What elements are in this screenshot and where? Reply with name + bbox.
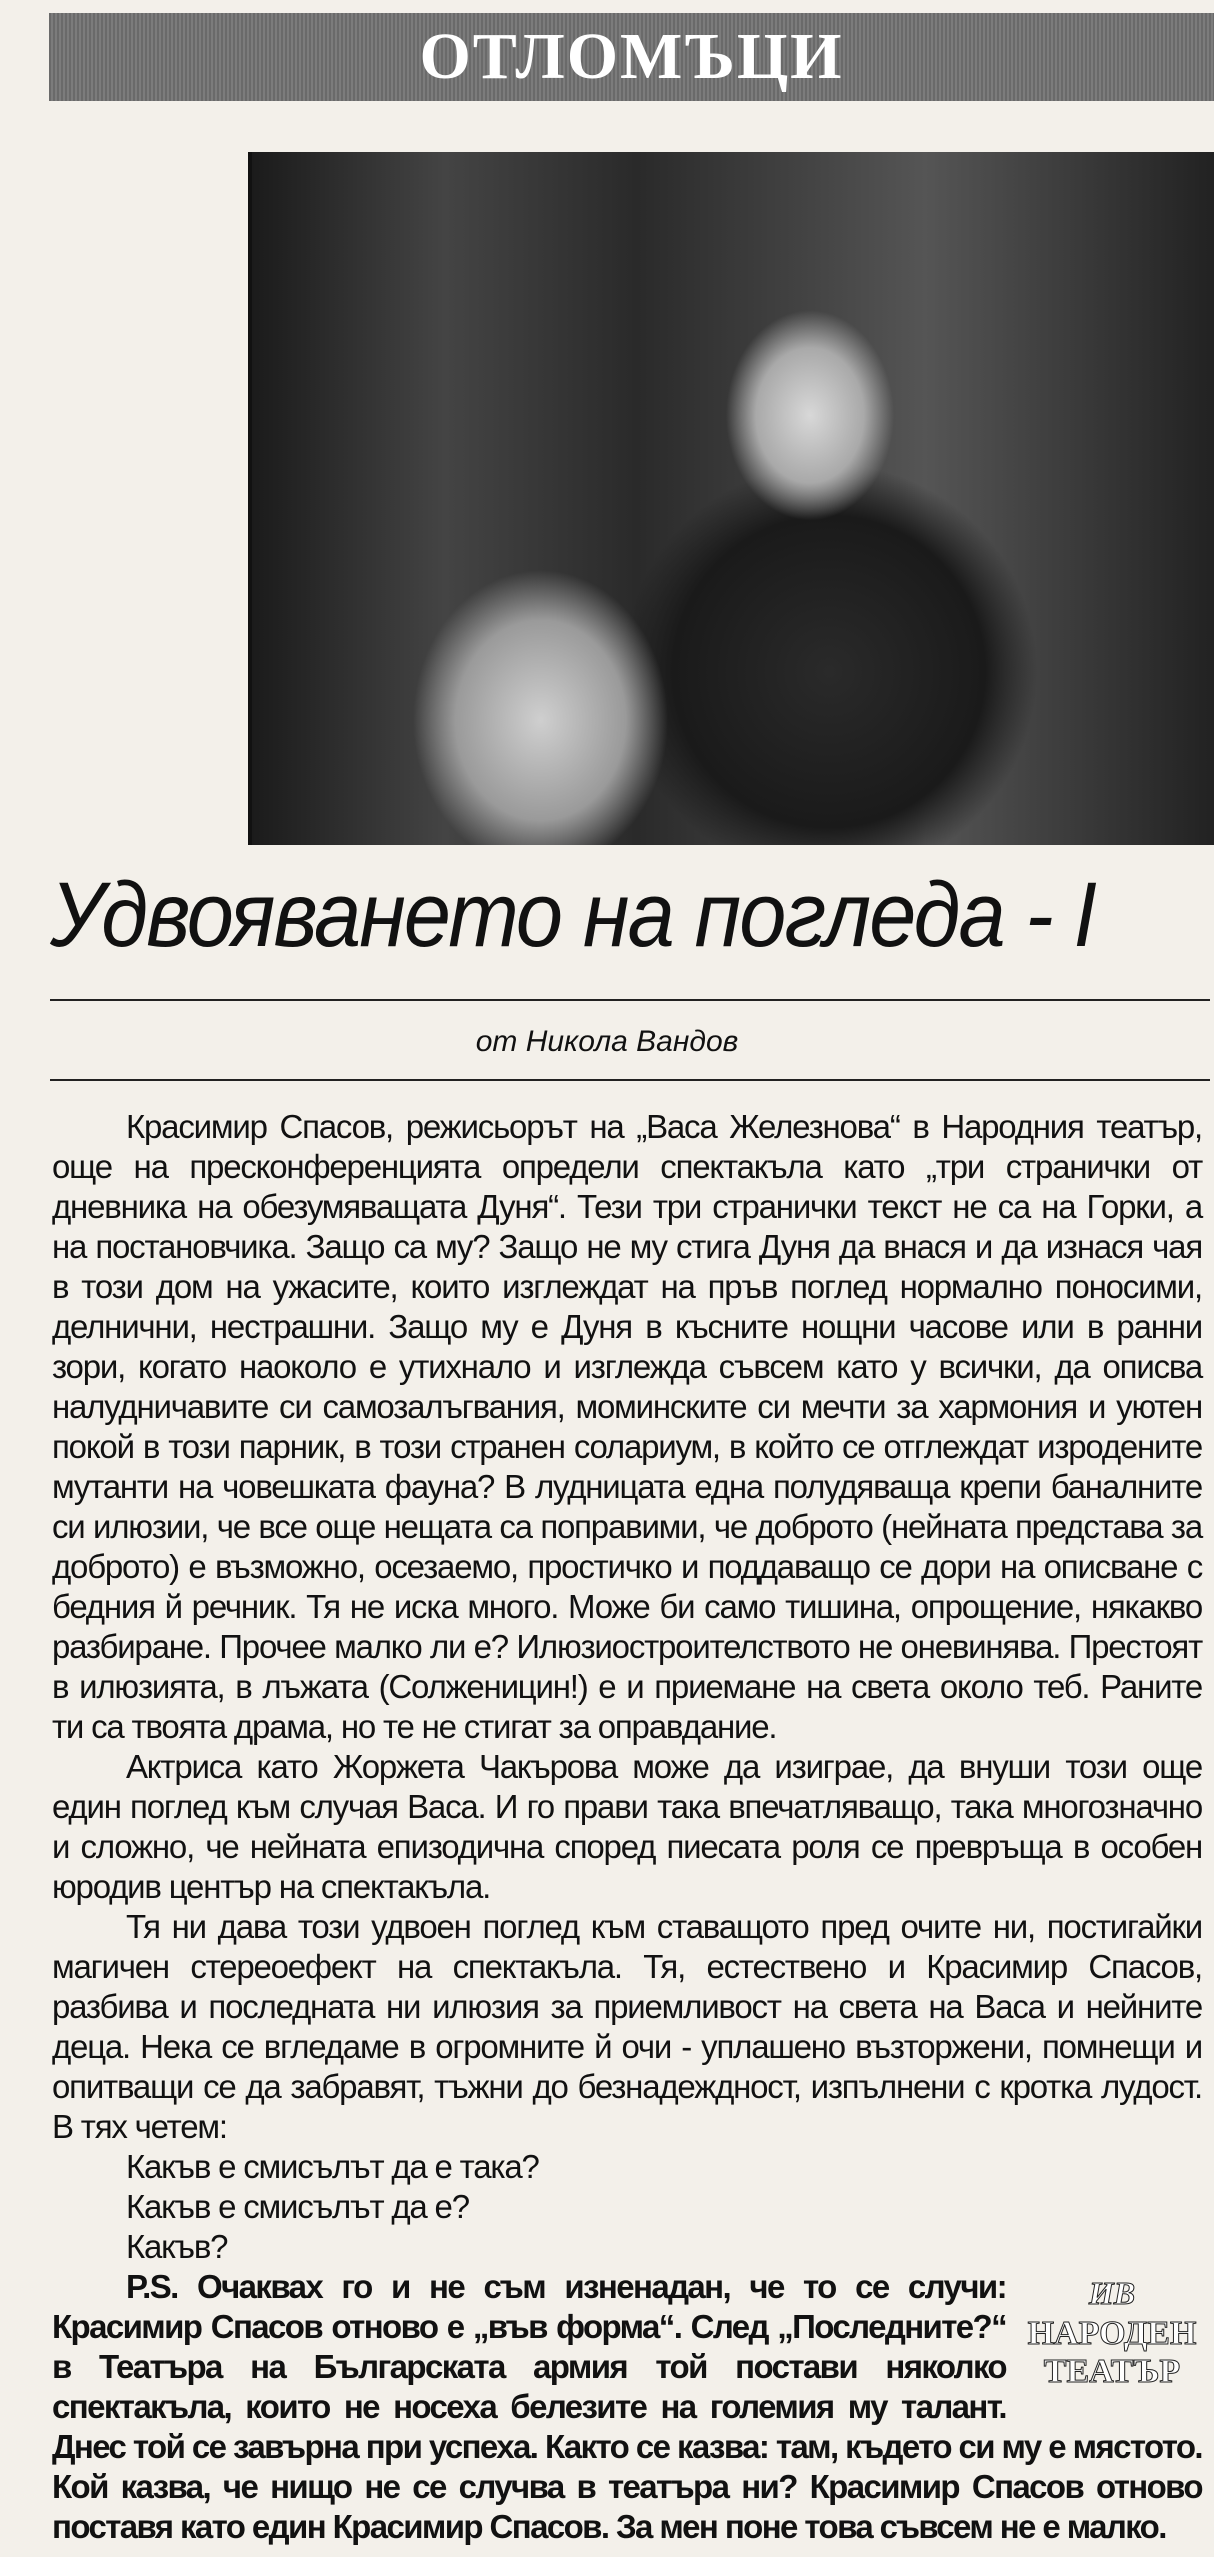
section-header-title: ОТЛОМЪЦИ	[419, 20, 844, 93]
article-title: Удвояването на погледа - I	[50, 864, 1096, 966]
question-line: Какъв?	[126, 2228, 228, 2265]
paragraph: Тя ни дава този удвоен поглед към ставащото пред очите ни, постигайки магичен стереоефект на спектакъла. Тя, естествено и Красимир Спасов, разбива и последната ни илюзия за приемливост на света на Васа и нейните деца. Нека се вгледаме в огромните й очи - уплашено възторжени, помнещи и опитващи се да забравят, тъжни до безнадеждност, изпълнени с кротка лудост. В тях четем:	[52, 1908, 1202, 2145]
logo-line2: ТЕАТЪР	[1043, 2353, 1181, 2390]
paragraph: Актриса като Жоржета Чакърова може да изиграе, да внуши този още един поглед към случая Васа. И го прави така впечатляващо, така многозначно и сложно, че нейната епизодична според пиесата роля се превръща в особен юродив център на спектакъла.	[52, 1748, 1202, 1905]
logo-signature: ИВ	[1088, 2275, 1136, 2311]
article-body	[52, 1107, 1202, 2547]
article-photo	[248, 152, 1214, 845]
postscript: P.S. Очаквах го и не съм изненадан, че то се случи: Красимир Спасов отново е „във форма“. След „Последните?“ в Театъра на Българската армия той постави няколко спектакъла, които не носеха белезите на големия му талант. Днес той се завърна при успеха. Както се казва: там, където си му е мястото. Кой казва, че нищо не се случва в театъра ни? Красимир Спасов отново поставя като един Красимир Спасов. За мен поне това съвсем не е малко.	[52, 2268, 1202, 2545]
section-header-bar	[49, 13, 1214, 101]
title-divider	[50, 999, 1210, 1001]
byline-divider	[50, 1079, 1210, 1081]
article-byline: от Никола Вандов	[475, 1025, 739, 1058]
question-line: Какъв е смисълът да е?	[126, 2188, 469, 2225]
national-theatre-logo	[1022, 2271, 1202, 2391]
question-line: Какъв е смисълът да е така?	[126, 2148, 539, 2185]
logo-line1: НАРОДЕН	[1027, 2315, 1197, 2352]
paragraph: Красимир Спасов, режисьорът на „Васа Железнова“ в Народния театър, още на пресконференцията определи спектакъла като „три странички от дневника на обезумяващата Дуня“. Тези три странички текст не са на Горки, а на постановчика. Защо са му? Защо не му стига Дуня да внася и да изнася чая в този дом на ужасите, които изглеждат на пръв поглед нормално поносими, делнични, нестрашни. Защо му е Дуня в късните нощни часове или в ранни зори, когато наоколо е утихнало и изглежда съвсем като у всички, да описва налудничавите си самозалъгвания, моминските си мечти за хармония и уютен покой в този парник, в този странен солариум, в който се отглеждат изродените мутанти на човешката фауна? В лудницата една полудяваща крепи баналните си илюзии, че все още нещата са поправими, че доброто (нейната представа за доброто) е възможно, осезаемо, простичко и поддаващо се дори на описване с бедния й речник. Тя не иска много. Може би само тишина, опрощение, някакво разбиране. Прочее малко ли е? Илюзиостроителството не оневинява. Престоят в илюзията, в лъжата (Солженицин!) е и приемане на света около теб. Раните ти са твоята драма, но те не стигат за оправдание.	[52, 1108, 1202, 1745]
